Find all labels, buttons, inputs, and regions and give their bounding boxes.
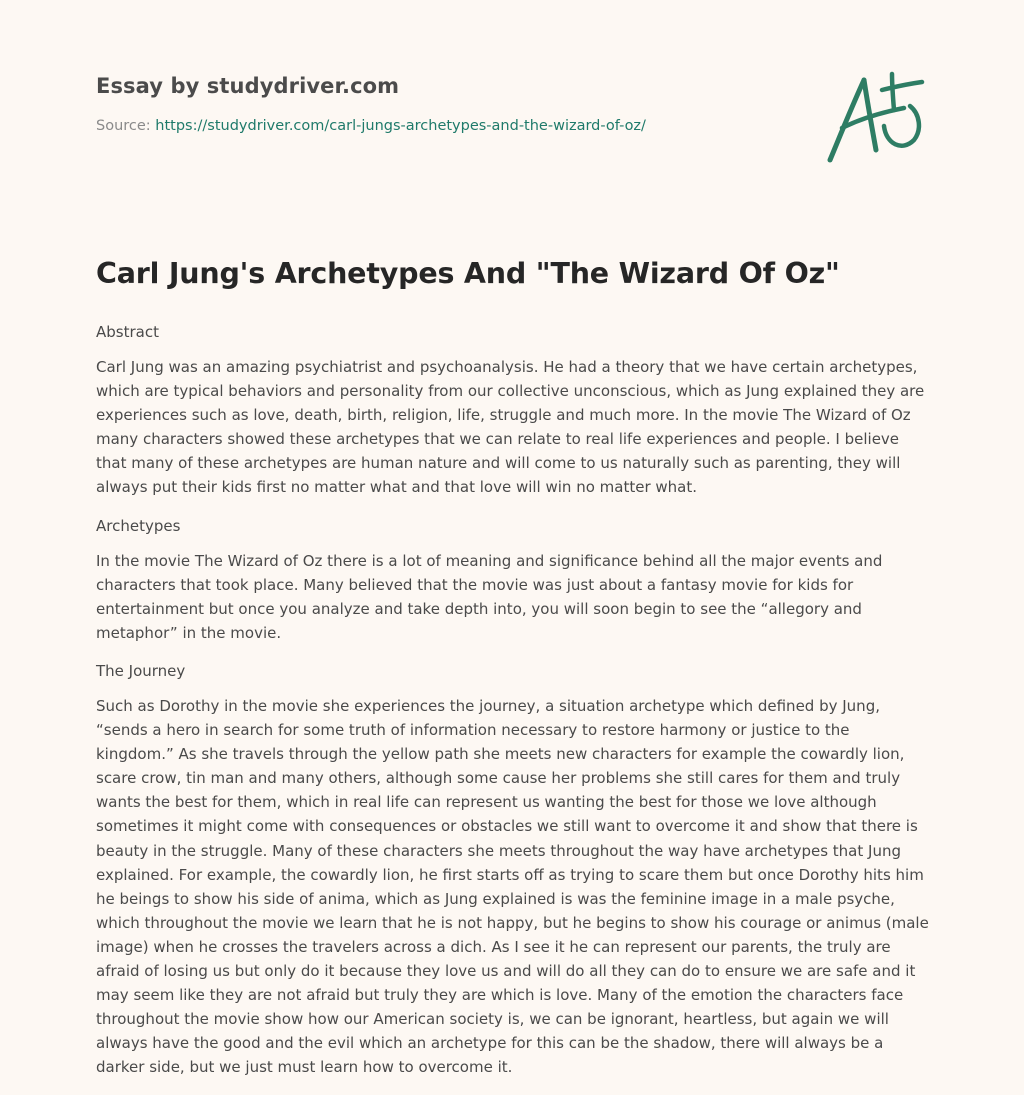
page-header — [96, 74, 796, 134]
source-line — [96, 118, 796, 134]
section-heading-the-journey: The Journey — [96, 661, 186, 680]
paragraph-archetypes: In the movie The Wizard of Oz there is a lot of meaning and significance behind all the major events and characters that took place. Many believed that the movie was just about a fantasy movie for kids for entertainment but once you analyze and take depth into, you will soon begin to see the “allegory and metaphor” in the movie. — [96, 551, 883, 642]
site-title: Essay by studydriver.com — [96, 74, 400, 98]
a-plus-logo-icon — [822, 66, 930, 166]
section-heading-abstract: Abstract — [96, 323, 159, 341]
paragraph-abstract: Carl Jung was an amazing psychiatrist and psychoanalysis. He had a theory that we have certain archetypes, which are typical behaviors and personality from our collective unconscious, which as Jung explained they are experiences such as love, death, birth, religion, life, struggle and much more. In the movie The Wizard of Oz many characters showed these archetypes that we can relate to real life experiences and people. I believe that many of these archetypes are human nature and will come to us naturally such as parenting, they will always put their kids first no matter what and that love will win no matter what. — [96, 358, 925, 497]
section-heading-archetypes: Archetypes — [96, 516, 181, 535]
paragraph-the-journey: Such as Dorothy in the movie she experiences the journey, a situation archetype which defined by Jung, “sends a hero in search for some truth of information necessary to restore harmony or justice to the kingdom.” As she travels through the yellow path she meets new characters for example the cowardly lion, scare crow, tin man and many others, although some cause her problems she still cares for them and truly wants the best for them, which in real life can represent us wanting the best for those we love although sometimes it might come with consequences or obstacles we still want to overcome it and show that there is beauty in the struggle. Many of these characters she meets throughout the way have archetypes that Jung explained. For example, the cowardly lion, he first starts off as trying to scare them but once Dorothy hits him he beings to show his side of anima, which as Jung explained is was the feminine image in a male psyche, which throughout the movie we learn that he is not happy, but he begins to show his courage or animus (male image) when he crosses the travelers across a dich. As I see it he can represent our parents, the truly are afraid of losing us but only do it because they love us and will do all they can do to ensure we are safe and it may seem like they are not afraid but truly they are which is love. Many of the emotion the characters face throughout the movie show how our American society is, we can be ignorant, heartless, but again we will always have the good and the evil which an archetype for this can be the shadow, there will always be a darker side, but we just must learn how to overcome it. — [96, 696, 929, 1077]
source-label: Source: — [96, 118, 151, 134]
article — [96, 254, 930, 1095]
article-title: Carl Jung's Archetypes And "The Wizard Of Oz" — [96, 257, 840, 290]
source-link[interactable]: https://studydriver.com/carl-jungs-archetypes-and-the-wizard-of-oz/ — [155, 118, 646, 134]
